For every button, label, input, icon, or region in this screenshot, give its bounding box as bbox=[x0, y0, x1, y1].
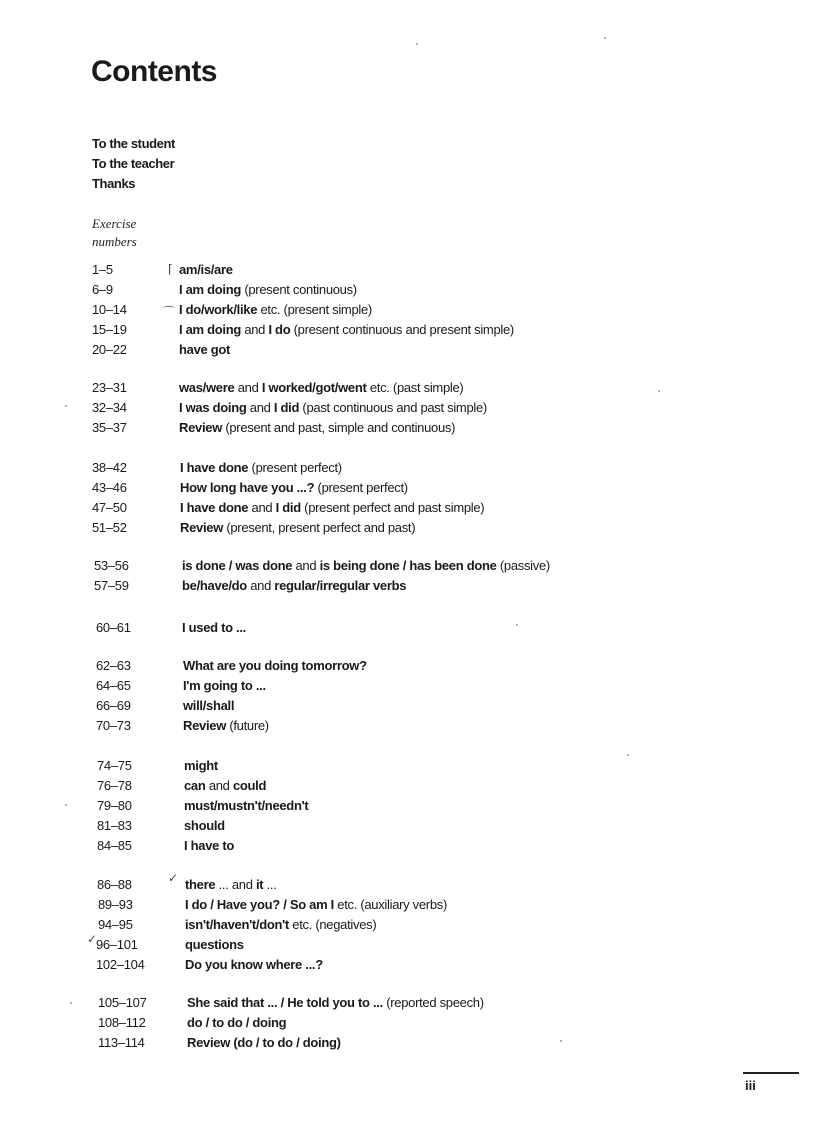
toc-entry[interactable] bbox=[0, 518, 800, 538]
exercise-number: 1–5 bbox=[92, 262, 113, 277]
exercise-numbers-label bbox=[92, 215, 137, 251]
toc-entry[interactable] bbox=[0, 696, 800, 716]
toc-entry[interactable] bbox=[0, 816, 800, 836]
toc-entry[interactable] bbox=[0, 576, 800, 596]
toc-entry[interactable] bbox=[0, 320, 800, 340]
toc-entry[interactable] bbox=[0, 656, 800, 676]
scan-speck bbox=[627, 754, 629, 756]
exercise-number: 62–63 bbox=[96, 658, 131, 673]
entry-keyword: Review bbox=[180, 520, 224, 535]
entry-keyword: How long have you ...? bbox=[180, 480, 315, 495]
entry-title bbox=[184, 816, 225, 836]
entry-title bbox=[180, 518, 415, 538]
entry-note: and bbox=[205, 778, 233, 793]
toc-entry[interactable] bbox=[0, 776, 800, 796]
entry-title bbox=[179, 260, 233, 280]
entry-note: (present perfect and past simple) bbox=[300, 500, 485, 515]
entry-keyword: could bbox=[232, 778, 267, 793]
entry-title bbox=[182, 556, 550, 576]
front-matter-list bbox=[92, 134, 175, 194]
toc-entry[interactable] bbox=[0, 556, 800, 576]
toc-entry[interactable] bbox=[0, 260, 800, 280]
entry-note: and bbox=[241, 322, 269, 337]
entry-keyword: there bbox=[185, 877, 216, 892]
entry-keyword: I'm going to ... bbox=[183, 678, 266, 693]
entry-keyword: can bbox=[184, 778, 206, 793]
exercise-number: 57–59 bbox=[94, 578, 129, 593]
entry-note: etc. (auxiliary verbs) bbox=[333, 897, 447, 912]
entry-note: etc. (present simple) bbox=[257, 302, 372, 317]
tick-mark: ✓ bbox=[168, 871, 179, 885]
entry-keyword: Review bbox=[183, 718, 227, 733]
scan-speck bbox=[70, 1002, 72, 1004]
toc-entry[interactable] bbox=[0, 1033, 800, 1053]
toc-entry[interactable] bbox=[0, 1013, 800, 1033]
entry-note: ... and bbox=[215, 877, 256, 892]
toc-entry[interactable] bbox=[0, 280, 800, 300]
exercise-number: 32–34 bbox=[92, 400, 127, 415]
exercise-number: 51–52 bbox=[92, 520, 127, 535]
entry-keyword: questions bbox=[185, 937, 244, 952]
entry-keyword: isn't/haven't/don't bbox=[185, 917, 289, 932]
exercise-number: 84–85 bbox=[97, 838, 132, 853]
entry-title bbox=[185, 895, 447, 915]
entry-keyword: be/have/do bbox=[182, 578, 247, 593]
margin-mark: ⌒ bbox=[163, 305, 176, 319]
entry-title bbox=[185, 875, 277, 895]
entry-keyword: What are you doing tomorrow? bbox=[183, 658, 367, 673]
toc-entry[interactable] bbox=[0, 935, 800, 955]
toc-entry[interactable] bbox=[0, 993, 800, 1013]
entry-note: (present perfect) bbox=[314, 480, 408, 495]
exercise-number: 86–88 bbox=[97, 877, 132, 892]
scan-speck bbox=[658, 390, 660, 392]
entry-note: (reported speech) bbox=[382, 995, 484, 1010]
entry-keyword: Review bbox=[179, 420, 223, 435]
entry-title bbox=[182, 576, 406, 596]
entry-keyword: I worked/got/went bbox=[261, 380, 367, 395]
entry-note: (passive) bbox=[496, 558, 550, 573]
entry-note: and bbox=[246, 400, 274, 415]
entry-note: etc. (past simple) bbox=[366, 380, 464, 395]
entry-title bbox=[179, 340, 230, 360]
entry-title bbox=[179, 418, 455, 438]
entry-keyword: I am doing bbox=[179, 282, 242, 297]
entry-keyword: I am doing bbox=[179, 322, 242, 337]
entry-keyword: I was doing bbox=[179, 400, 247, 415]
exercise-number: 102–104 bbox=[96, 957, 145, 972]
exercise-label-line: numbers bbox=[92, 234, 137, 249]
entry-title bbox=[179, 398, 487, 418]
entry-title bbox=[180, 458, 342, 478]
entry-title bbox=[182, 618, 246, 638]
scan-speck bbox=[560, 1040, 562, 1042]
exercise-number: 108–112 bbox=[98, 1015, 146, 1030]
entry-note: and bbox=[246, 578, 275, 593]
entry-keyword: Review (do / to do / doing) bbox=[187, 1035, 341, 1050]
entry-title bbox=[185, 935, 244, 955]
exercise-number: 74–75 bbox=[97, 758, 132, 773]
entry-keyword: I used to ... bbox=[182, 620, 246, 635]
entry-note: etc. (negatives) bbox=[288, 917, 377, 932]
entry-keyword: She said that ... / He told you to ... bbox=[187, 995, 383, 1010]
entry-keyword: I have to bbox=[184, 838, 235, 853]
toc-entry[interactable] bbox=[0, 300, 800, 320]
page-number: iii bbox=[745, 1078, 756, 1093]
entry-note: (present and past, simple and continuous) bbox=[222, 420, 456, 435]
entry-title bbox=[179, 280, 357, 300]
entry-keyword: will/shall bbox=[183, 698, 235, 713]
toc-entry[interactable] bbox=[0, 418, 800, 438]
exercise-number: 79–80 bbox=[97, 798, 132, 813]
entry-note: and bbox=[234, 380, 262, 395]
entry-title bbox=[184, 776, 266, 796]
entry-title bbox=[179, 320, 514, 340]
scan-speck bbox=[604, 37, 606, 39]
entry-keyword: should bbox=[184, 818, 225, 833]
exercise-number: 89–93 bbox=[98, 897, 133, 912]
exercise-number: 81–83 bbox=[97, 818, 132, 833]
exercise-number: 64–65 bbox=[96, 678, 131, 693]
scan-speck bbox=[65, 804, 67, 806]
exercise-number: 70–73 bbox=[96, 718, 131, 733]
exercise-number: 35–37 bbox=[92, 420, 127, 435]
entry-keyword: is being done / has been done bbox=[319, 558, 497, 573]
exercise-number: 94–95 bbox=[98, 917, 133, 932]
toc-entry[interactable] bbox=[0, 676, 800, 696]
entry-keyword: I do bbox=[268, 322, 291, 337]
entry-keyword: I did bbox=[273, 400, 300, 415]
entry-keyword: regular/irregular verbs bbox=[274, 578, 407, 593]
entry-keyword: Do you know where ...? bbox=[185, 957, 323, 972]
exercise-number: 43–46 bbox=[92, 480, 127, 495]
exercise-label-line: Exercise bbox=[92, 216, 137, 231]
entry-keyword: might bbox=[184, 758, 218, 773]
exercise-number: 66–69 bbox=[96, 698, 131, 713]
toc-entry[interactable] bbox=[0, 895, 800, 915]
entry-title bbox=[184, 796, 308, 816]
exercise-number: 76–78 bbox=[97, 778, 132, 793]
entry-title bbox=[185, 915, 376, 935]
entry-title bbox=[184, 756, 218, 776]
entry-keyword: is done / was done bbox=[182, 558, 293, 573]
exercise-number: 53–56 bbox=[94, 558, 129, 573]
folio-rule bbox=[743, 1072, 799, 1074]
entry-title bbox=[179, 300, 372, 320]
entry-keyword: am/is/are bbox=[179, 262, 233, 277]
toc-entry[interactable] bbox=[0, 756, 800, 776]
entry-keyword: I have done bbox=[180, 460, 249, 475]
entry-keyword: must/mustn't/needn't bbox=[184, 798, 309, 813]
scan-speck bbox=[416, 43, 418, 45]
entry-title bbox=[184, 836, 234, 856]
exercise-number: 113–114 bbox=[98, 1035, 145, 1050]
entry-title bbox=[187, 993, 484, 1013]
entry-title bbox=[187, 1033, 341, 1053]
toc-entry[interactable] bbox=[0, 340, 800, 360]
toc-entry[interactable] bbox=[0, 498, 800, 518]
toc-entry[interactable] bbox=[0, 955, 800, 975]
exercise-number: 10–14 bbox=[92, 302, 127, 317]
exercise-number: 6–9 bbox=[92, 282, 113, 297]
toc-entry[interactable] bbox=[0, 836, 800, 856]
entry-title bbox=[183, 716, 269, 736]
entry-keyword: it bbox=[255, 877, 264, 892]
entry-note: (future) bbox=[226, 718, 269, 733]
entry-note: (present perfect) bbox=[248, 460, 342, 475]
exercise-number: 60–61 bbox=[96, 620, 131, 635]
tick-mark: ✓ bbox=[87, 932, 98, 946]
entry-note: (past continuous and past simple) bbox=[299, 400, 487, 415]
toc-entry[interactable] bbox=[0, 716, 800, 736]
toc-entry[interactable] bbox=[0, 478, 800, 498]
entry-title bbox=[183, 696, 234, 716]
toc-entry[interactable] bbox=[0, 915, 800, 935]
front-matter-item[interactable]: To the student bbox=[92, 136, 175, 151]
exercise-number: 105–107 bbox=[98, 995, 147, 1010]
entry-note: (present continuous and present simple) bbox=[290, 322, 514, 337]
entry-title bbox=[183, 656, 367, 676]
entry-note: (present continuous) bbox=[241, 282, 357, 297]
toc-entry[interactable] bbox=[0, 796, 800, 816]
entry-title bbox=[183, 676, 266, 696]
front-matter-item[interactable]: To the teacher bbox=[92, 156, 175, 171]
entry-title bbox=[187, 1013, 286, 1033]
entry-keyword: do / to do / doing bbox=[187, 1015, 287, 1030]
toc-entry[interactable] bbox=[0, 378, 800, 398]
scan-speck bbox=[516, 624, 518, 626]
toc-entry[interactable] bbox=[0, 398, 800, 418]
margin-mark: ⌈ bbox=[168, 262, 173, 276]
front-matter-item[interactable]: Thanks bbox=[92, 176, 136, 191]
entry-note: and bbox=[292, 558, 320, 573]
toc-entry[interactable] bbox=[0, 875, 800, 895]
exercise-number: 23–31 bbox=[92, 380, 127, 395]
entry-title bbox=[179, 378, 463, 398]
scan-speck bbox=[65, 405, 67, 407]
entry-keyword: I have done bbox=[180, 500, 249, 515]
entry-title bbox=[180, 478, 408, 498]
entry-keyword: I do / Have you? / So am I bbox=[185, 897, 334, 912]
page-title: Contents bbox=[91, 55, 217, 88]
exercise-number: 47–50 bbox=[92, 500, 127, 515]
entry-note: ... bbox=[263, 877, 277, 892]
entry-keyword: I did bbox=[275, 500, 301, 515]
entry-note: (present, present perfect and past) bbox=[223, 520, 416, 535]
exercise-number: 96–101 bbox=[96, 937, 138, 952]
entry-title bbox=[185, 955, 323, 975]
toc-entry[interactable] bbox=[0, 618, 800, 638]
entry-keyword: was/were bbox=[179, 380, 235, 395]
toc-entry[interactable] bbox=[0, 458, 800, 478]
entry-keyword: have got bbox=[179, 342, 231, 357]
entry-keyword: I do/work/like bbox=[179, 302, 258, 317]
exercise-number: 20–22 bbox=[92, 342, 127, 357]
entry-title bbox=[180, 498, 484, 518]
exercise-number: 38–42 bbox=[92, 460, 127, 475]
exercise-number: 15–19 bbox=[92, 322, 127, 337]
entry-note: and bbox=[248, 500, 276, 515]
